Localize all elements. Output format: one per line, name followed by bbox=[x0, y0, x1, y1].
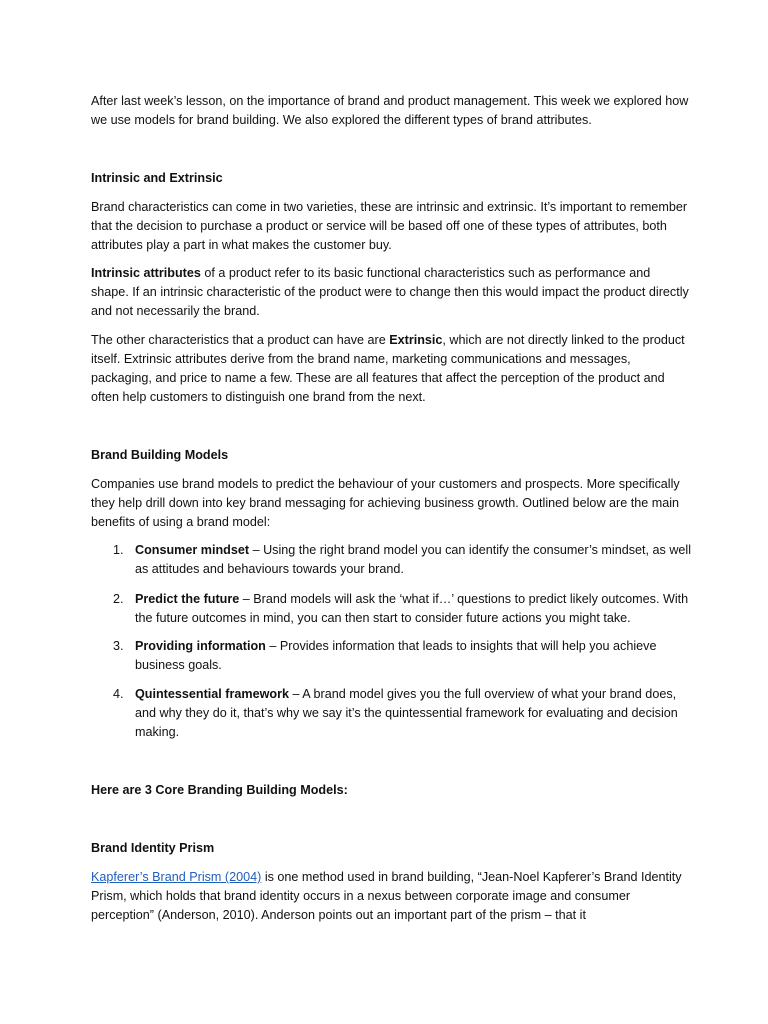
paragraph-brand-characteristics: Brand characteristics can come in two varieties, these are intrinsic and extrinsic. It’s important to remember that the decision to purchase a product or service will be based off one of these types of attributes, both attributes play a part in what makes the customer buy. bbox=[91, 200, 688, 252]
list-item bbox=[91, 590, 695, 628]
list-item-title: Providing information bbox=[135, 639, 266, 653]
list-item bbox=[91, 541, 695, 579]
paragraph-brand-models: Companies use brand models to predict the behaviour of your customers and prospects. More specifically they help drill down into key brand messaging for achieving business growth. Outlined below are the main benefits of using a brand model: bbox=[91, 477, 680, 529]
extrinsic-text: , which are not directly linked to the product itself. Extrinsic attributes derive from the brand name, marketing communications and messages, packaging, and price to name a few. These are all features that affect the perception of the product and often help customers to distinguish one brand from the next. bbox=[91, 333, 685, 404]
brand-prism-text: is one method used in brand building, “Jean-Noel Kapferer’s Brand Identity Prism, which holds that brand identity occurs in a nexus between corporate image and consumer perception” (Anderson, 2010). Anderson points out an important part of the prism – that it bbox=[91, 870, 682, 922]
heading-intrinsic-extrinsic: Intrinsic and Extrinsic bbox=[91, 171, 223, 185]
list-item-title: Predict the future bbox=[135, 592, 240, 606]
list-number: 4. bbox=[113, 687, 124, 701]
list-item-text: – Brand models will ask the ‘what if…’ questions to predict likely outcomes. With the future outcomes in mind, you can then start to consider future actions you might take. bbox=[135, 592, 689, 625]
heading-core-models: Here are 3 Core Branding Building Models: bbox=[91, 783, 348, 797]
list-item-title: Consumer mindset bbox=[135, 543, 250, 557]
list-item-title: Quintessential framework bbox=[135, 687, 289, 701]
kapferer-brand-prism-link[interactable]: Kapferer’s Brand Prism (2004) bbox=[91, 870, 262, 884]
intrinsic-text: of a product refer to its basic functional characteristics such as performance and shape. If an intrinsic characteristic of the product were to change then this would impact the product directly and not necessarily the brand. bbox=[91, 266, 689, 318]
list-item-text: – A brand model gives you the full overview of what your brand does, and why they do it, that’s why we say it’s the quintessential framework for evaluating and decision making. bbox=[135, 687, 678, 739]
paragraph-extrinsic bbox=[91, 331, 691, 407]
list-number: 3. bbox=[113, 639, 124, 653]
heading-brand-identity-prism: Brand Identity Prism bbox=[91, 841, 215, 855]
list-number: 2. bbox=[113, 592, 124, 606]
bold-intrinsic-attributes: Intrinsic attributes bbox=[91, 266, 201, 280]
list-item-text: – Provides information that leads to insights that will help you achieve business goals. bbox=[135, 639, 657, 672]
benefits-list bbox=[91, 541, 691, 741]
list-item bbox=[91, 637, 695, 675]
extrinsic-intro-text: The other characteristics that a product can have are bbox=[91, 333, 390, 347]
list-item bbox=[91, 685, 695, 742]
intro-paragraph: After last week’s lesson, on the importance of brand and product management. This week we explored how we use models for brand building. We also explored the different types of brand attributes. bbox=[91, 94, 689, 127]
bold-extrinsic: Extrinsic bbox=[389, 333, 443, 347]
list-item-text: – Using the right brand model you can identify the consumer’s mindset, as well as attitudes and behaviours towards your brand. bbox=[135, 543, 692, 576]
heading-brand-building-models: Brand Building Models bbox=[91, 448, 229, 462]
paragraph-brand-prism bbox=[91, 868, 691, 925]
list-number: 1. bbox=[113, 543, 124, 557]
paragraph-intrinsic-attributes bbox=[91, 264, 691, 321]
